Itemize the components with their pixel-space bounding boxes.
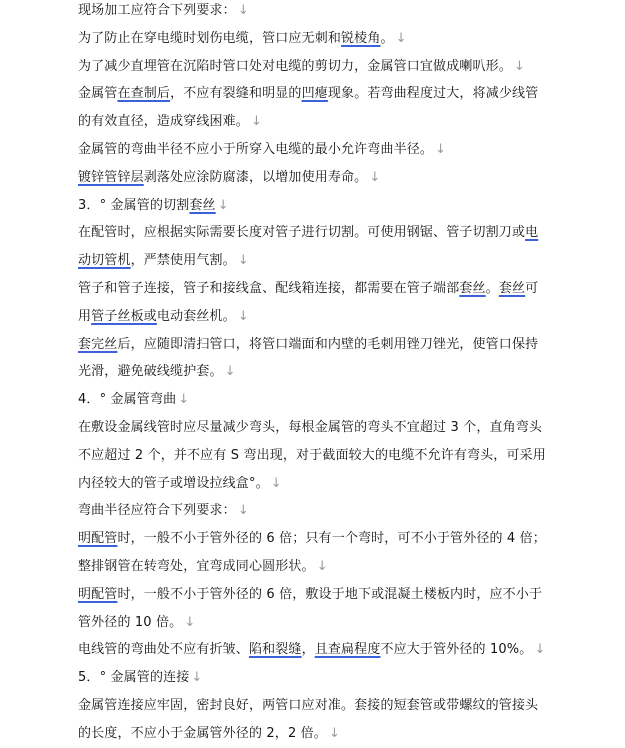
spellcheck-underlined-text: 电 (525, 225, 539, 241)
paragraph-mark-icon: ↓ (369, 169, 381, 185)
text-run: 。 (485, 280, 499, 296)
spellcheck-underlined-text: 明配管 (78, 586, 118, 602)
text-run: 现场加工应符合下列要求： (78, 3, 236, 18)
text-line (78, 136, 578, 164)
text-run: ，不应有裂缝和明显的 (170, 86, 302, 102)
text-run: 金属管的弯曲半径不应小于所穿入电缆的最小允许弯曲半径。 (78, 141, 434, 157)
paragraph-mark-icon: ↓ (534, 642, 546, 658)
text-line (78, 192, 578, 220)
text-run: 剥落处应涂防腐漆，以增加使用寿命。 (143, 169, 368, 185)
text-run: 不应大于管外径的 10%。 (380, 642, 533, 658)
text-run: 光滑，避免破线缆护套。 (78, 364, 223, 380)
text-line (78, 275, 578, 303)
paragraph-mark-icon: ↓ (270, 475, 282, 491)
text-line (78, 470, 578, 498)
text-run: 电动套丝机。 (156, 308, 236, 324)
text-run: 电线管的弯曲处不应有折皱、 (78, 642, 249, 658)
text-line (78, 609, 578, 637)
text-run: 时，一般不小于管外径的 6 倍，敷设于地下或混凝土楼板内时，应不小于 (117, 586, 543, 602)
text-line (78, 0, 578, 25)
text-run: 的长度，不应小于金属管外径的 2，2 倍。 (78, 725, 327, 741)
text-run: 金属管连接应牢固，密封良好，两管口应对准。套接的短套管或带螺纹的管接头 (78, 697, 539, 713)
spellcheck-underlined-text: 在查制后 (117, 86, 171, 102)
spellcheck-underlined-text: 套丝 (459, 280, 486, 296)
text-run: ， (301, 642, 315, 658)
text-run: 为了防止在穿电缆时划伤电缆，管口应无刺和 (78, 30, 342, 46)
paragraph-mark-icon: ↓ (237, 308, 249, 324)
text-run: 弯曲半径应符合下列要求： (78, 503, 236, 519)
text-line (78, 358, 578, 386)
text-run: 后，应随即清扫管口，将管口端面和内壁的毛刺用锉刀锉光，使管口保持 (117, 336, 539, 352)
text-line (78, 636, 578, 664)
text-run: 4．° 金属管弯曲 (78, 392, 177, 408)
text-run: 的有效直径，造成穿线困难。 (78, 114, 249, 130)
spellcheck-underlined-text: 明配管 (78, 531, 118, 547)
spellcheck-underlined-text: 动切管机 (78, 253, 131, 269)
paragraph-mark-icon: ↓ (513, 58, 525, 74)
text-run: 3．° 金属管的切割 (78, 197, 190, 213)
paragraph-mark-icon: ↓ (250, 114, 262, 130)
text-line (78, 108, 578, 136)
paragraph-mark-icon: ↓ (184, 614, 196, 630)
paragraph-mark-icon: ↓ (328, 725, 341, 741)
text-line (78, 497, 578, 525)
text-run: 在配管时，应根据实际需要长度对管子进行切割。可使用钢锯、管子切割刀或 (78, 225, 526, 241)
spellcheck-underlined-text: 套丝 (498, 280, 526, 296)
spellcheck-underlined-text: 锐棱角 (341, 30, 381, 46)
paragraph-mark-icon: ↓ (395, 30, 407, 46)
text-run: 金属管 (78, 86, 118, 102)
document-body[interactable] (78, 0, 578, 748)
spellcheck-underlined-text: 凹瘪 (301, 86, 328, 102)
spellcheck-underlined-text: 管子丝板或 (91, 308, 157, 324)
text-line (78, 386, 578, 414)
paragraph-mark-icon: ↓ (237, 3, 249, 18)
text-run: 在敷设金属线管时应尽量减少弯头，每根金属管的弯头不宜超过 3 个，直角弯头 (78, 419, 543, 435)
text-run: 5．° 金属管的连接 (78, 670, 190, 686)
text-line (78, 247, 578, 275)
text-run: 为了减少直埋管在沉陷时管口处对电缆的剪切力，金属管口宜做成喇叭形。 (78, 58, 512, 74)
text-line (78, 553, 578, 581)
text-run: ，严禁使用气割。 (130, 253, 236, 269)
text-run: 不应超过 2 个，并不应有 S 弯出现，对于截面较大的电缆不允许有弯头，可采用 (78, 447, 546, 463)
text-run: 内径较大的管子或增设拉线盒°。 (78, 475, 269, 491)
spellcheck-underlined-text: 套完丝 (78, 336, 118, 352)
text-run: 。 (380, 30, 394, 46)
paragraph-mark-icon: ↓ (224, 364, 236, 380)
text-run: 整排钢管在转弯处，宜弯成同心圆形状。 (78, 558, 315, 574)
spellcheck-underlined-text: 镀锌管锌层 (78, 169, 144, 185)
text-line (78, 25, 578, 53)
paragraph-mark-icon: ↓ (435, 141, 447, 157)
paragraph-mark-icon: ↓ (178, 392, 190, 408)
text-run: 用 (78, 308, 92, 324)
spellcheck-underlined-text: 陷和裂缝 (248, 642, 302, 658)
text-run: 时，一般不小于管外径的 6 倍；只有一个弯时，可不小于管外径的 4 倍； (117, 531, 546, 547)
text-line (78, 581, 578, 609)
text-run: 可 (525, 280, 539, 296)
text-run: 管子和管子连接，管子和接线盒、配线箱连接，都需要在管子端部 (78, 280, 460, 296)
paragraph-mark-icon: ↓ (217, 197, 229, 213)
text-line (78, 53, 578, 81)
paragraph-mark-icon: ↓ (237, 503, 249, 519)
spellcheck-underlined-text: 且查扁程度 (314, 642, 381, 658)
text-line (78, 442, 578, 470)
text-run: 现象。若弯曲程度过大，将减少线管 (327, 86, 539, 102)
paragraph-mark-icon: ↓ (191, 670, 203, 686)
text-line (78, 664, 578, 692)
text-line (78, 219, 578, 247)
text-line (78, 80, 578, 108)
text-run: 管外径的 10 倍。 (78, 614, 183, 630)
text-line (78, 303, 578, 331)
paragraph-mark-icon: ↓ (316, 558, 328, 574)
text-line (78, 692, 578, 720)
text-line (78, 331, 578, 359)
text-line (78, 414, 578, 442)
spellcheck-underlined-text: 套丝 (189, 197, 216, 213)
paragraph-mark-icon: ↓ (237, 253, 249, 269)
text-line (78, 164, 578, 192)
text-line (78, 525, 578, 553)
text-line (78, 720, 578, 748)
